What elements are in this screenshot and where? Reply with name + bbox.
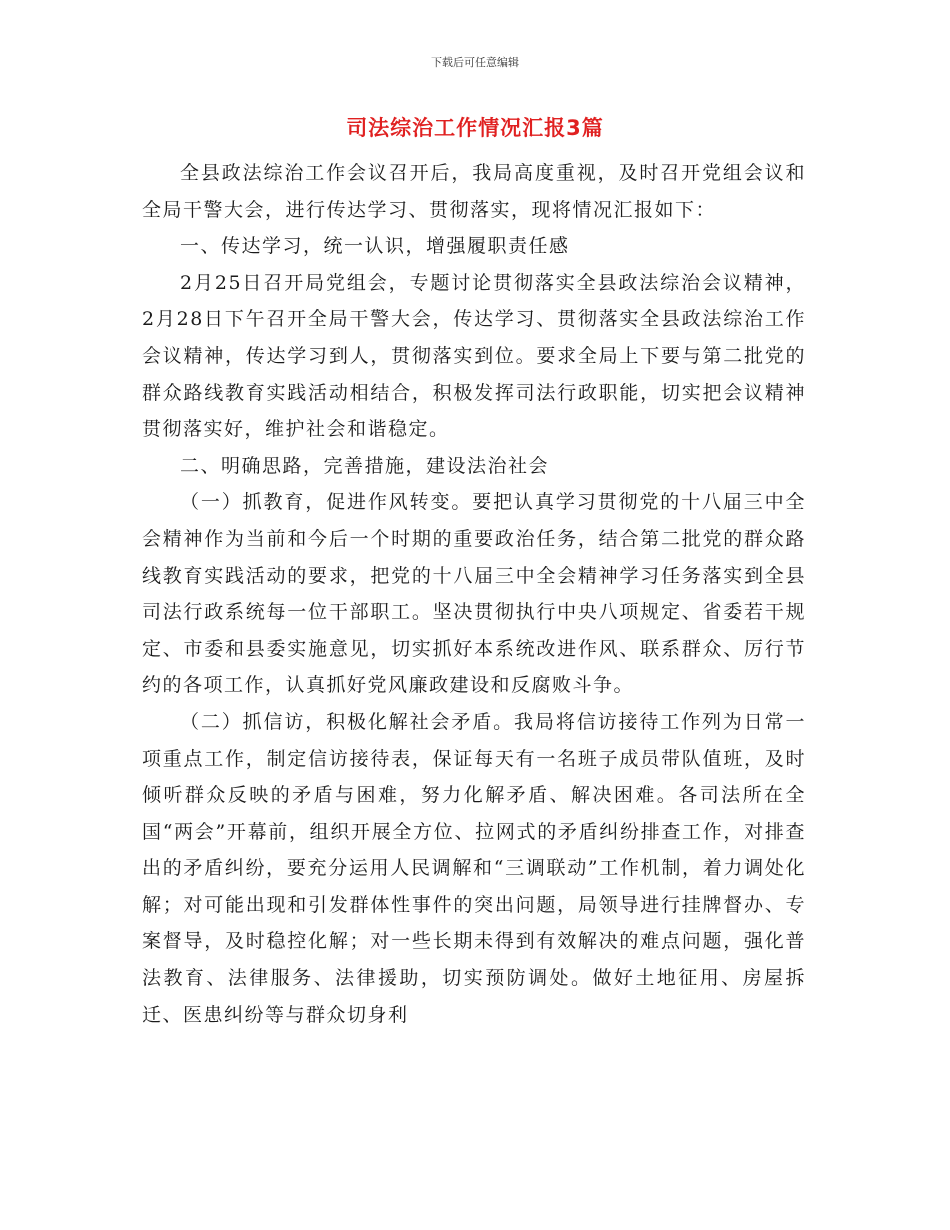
section-heading-1: 一、传达学习，统一认识，增强履职责任感 bbox=[180, 235, 570, 258]
document-body bbox=[142, 155, 806, 1033]
paragraph-education: （一）抓教育，促进作风转变。要把认真学习贯彻党的十八届三中全会精神作为当前和今后一个时期的重要政治任务，结合第二批党的群众路线教育实践活动的要求，把党的十八届三中全会精神学习任务落实到全县司法行政系统每一位干部职工。坚决贯彻执行中央八项规定、省委若干规定、市委和县委实施意见，切实抓好本系统改进作风、联系群众、厉行节约的各项工作，认真抓好党风廉政建设和反腐败斗争。 bbox=[142, 491, 806, 697]
intro-paragraph: 全县政法综治工作会议召开后，我局高度重视，及时召开党组会议和全局干警大会，进行传达学习、贯彻落实，现将情况汇报如下： bbox=[142, 162, 806, 221]
paragraph-petition: （二）抓信访，积极化解社会矛盾。我局将信访接待工作列为日常一项重点工作，制定信访接待表，保证每天有一名班子成员带队值班，及时倾听群众反映的矛盾与困难，努力化解矛盾、解决困难。各司法所在全国“两会”开幕前，组织开展全方位、拉网式的矛盾纠纷排查工作，对排查出的矛盾纠纷，要充分运用人民调解和“三调联动”工作机制，着力调处化解；对可能出现和引发群体性事件的突出问题，局领导进行挂牌督办、专案督导，及时稳控化解；对一些长期未得到有效解决的难点问题，强化普法教育、法律服务、法律援助，切实预防调处。做好土地征用、房屋拆迁、医患纠纷等与群众切身利 bbox=[142, 710, 806, 1026]
document-title: 司法综治工作情况汇报3篇 bbox=[346, 116, 604, 140]
paragraph-meetings: 2月25日召开局党组会，专题讨论贯彻落实全县政法综治会议精神，2月28日下午召开全局干警大会，传达学习、贯彻落实全县政法综治工作会议精神，传达学习到人，贯彻落实到位。要求全局上下要与第二批党的群众路线教育实践活动相结合，积极发挥司法行政职能，切实把会议精神贯彻落实好，维护社会和谐稳定。 bbox=[142, 271, 806, 441]
header-note: 下载后可任意编辑 bbox=[431, 56, 519, 69]
section-heading-2: 二、明确思路，完善措施，建设法治社会 bbox=[180, 454, 550, 477]
